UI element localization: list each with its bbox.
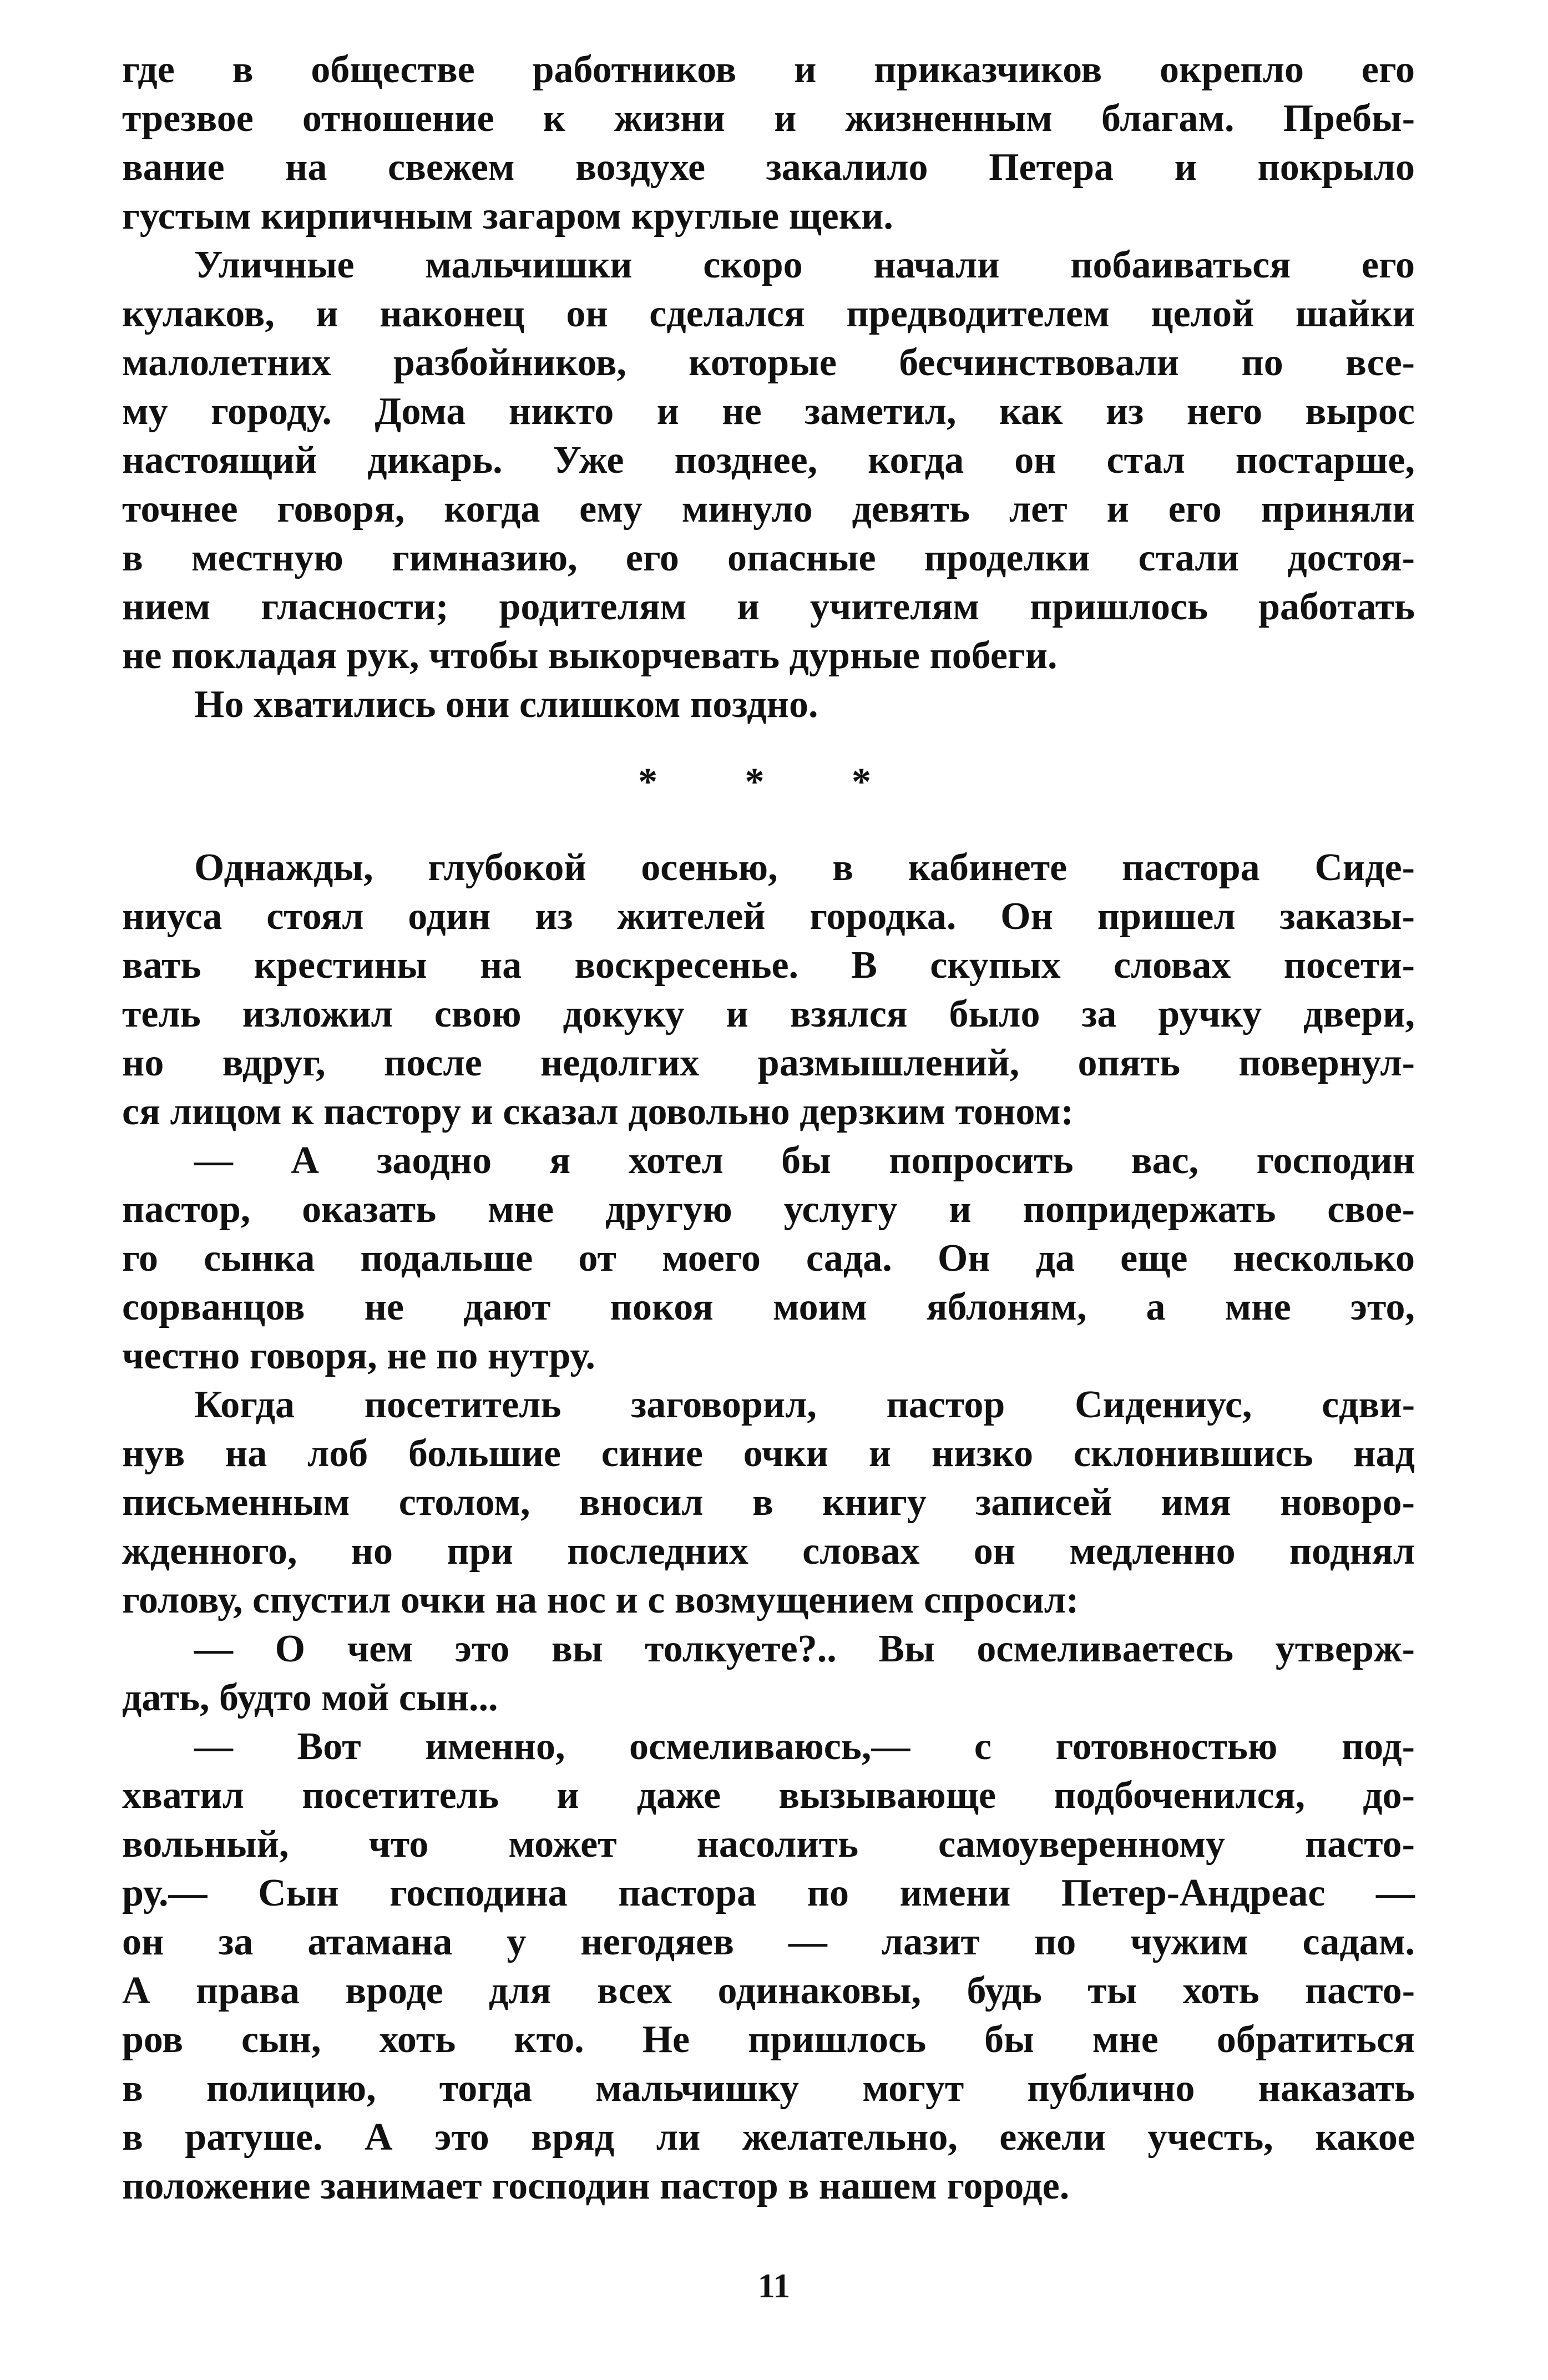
- text-line: — А заодно я хотел бы попросить вас, господин: [194, 1139, 1415, 1182]
- text-line: нием гласности; родителям и учителям пришлось работать: [122, 585, 1415, 628]
- text-line: му городу. Дома никто и не заметил, как из него вырос: [122, 390, 1415, 433]
- text-line: в полицию, тогда мальчишку могут публично наказать: [122, 2067, 1415, 2110]
- text-line: но вдруг, после недолгих размышлений, опять повернул-: [122, 1042, 1415, 1084]
- text-line: ниуса стоял один из жителей городка. Он пришел заказы-: [122, 895, 1415, 938]
- text-line: кулаков, и наконец он сделался предводителем целой шайки: [122, 292, 1415, 335]
- text-line: ся лицом к пастору и сказал довольно дерзким тоном:: [122, 1090, 1074, 1133]
- text-line: письменным столом, вносил в книгу записей имя новоро-: [122, 1481, 1415, 1524]
- text-line: точнее говоря, когда ему минуло девять лет и его приняли: [122, 488, 1415, 530]
- text-line: положение занимает господин пастор в нашем городе.: [122, 2165, 1070, 2207]
- page-number: 11: [757, 2267, 791, 2305]
- text-line: Когда посетитель заговорил, пастор Сидениус, сдви-: [194, 1383, 1415, 1426]
- text-line: пастор, оказать мне другую услугу и попридержать свое-: [122, 1188, 1415, 1231]
- text-line: он за атамана у негодяев — лазит по чужим садам.: [122, 1921, 1415, 1963]
- text-line: в местную гимназию, его опасные проделки стали достоя-: [122, 537, 1415, 579]
- text-line: А права вроде для всех одинаковы, будь ты хоть пасто-: [122, 1969, 1415, 2012]
- text-line: вание на свежем воздухе закалило Петера и покрыло: [122, 146, 1415, 189]
- text-line: не покладая рук, чтобы выкорчевать дурные побеги.: [122, 634, 1058, 677]
- text-line: Но хватились они слишком поздно.: [194, 683, 818, 726]
- text-line: малолетних разбойников, которые бесчинствовали по все-: [122, 341, 1415, 384]
- text-block-bottom: [122, 843, 1415, 2211]
- text-line: густым кирпичным загаром круглые щеки.: [122, 195, 893, 238]
- text-line: вать крестины на воскресенье. В скупых словах посети-: [122, 944, 1415, 987]
- text-line: нув на лоб большие синие очки и низко склонившись над: [122, 1432, 1415, 1475]
- section-separator: * * *: [638, 761, 910, 804]
- text-line: — О чем это вы толкуете?.. Вы осмеливаетесь утверж-: [194, 1628, 1415, 1670]
- text-line: честно говоря, не по нутру.: [122, 1335, 595, 1377]
- text-line: — Вот именно, осмеливаюсь,— с готовностью под-: [194, 1725, 1415, 1768]
- text-line: настоящий дикарь. Уже позднее, когда он стал постарше,: [122, 439, 1415, 482]
- text-block-top: [122, 46, 1415, 729]
- text-line: Однажды, глубокой осенью, в кабинете пастора Сиде-: [194, 846, 1415, 889]
- text-line: сорванцов не дают покоя моим яблоням, а мне это,: [122, 1286, 1415, 1328]
- text-line: Уличные мальчишки скоро начали побаиваться его: [194, 244, 1415, 286]
- text-line: ров сын, хоть кто. Не пришлось бы мне обратиться: [122, 2018, 1415, 2061]
- text-line: хватил посетитель и даже вызывающе подбоченился, до-: [122, 1774, 1415, 1817]
- text-line: голову, спустил очки на нос и с возмущением спросил:: [122, 1579, 1079, 1621]
- text-line: вольный, что может насолить самоуверенному пасто-: [122, 1823, 1415, 1866]
- text-line: тель изложил свою докуку и взялся было за ручку двери,: [122, 993, 1415, 1035]
- text-line: ру.— Сын господина пастора по имени Петер-Андреас —: [122, 1872, 1415, 1914]
- text-line: в ратуше. А это вряд ли желательно, ежели учесть, какое: [122, 2116, 1415, 2159]
- text-line: дать, будто мой сын...: [122, 1676, 498, 1719]
- text-line: го сынка подальше от моего сада. Он да еще несколько: [122, 1237, 1415, 1280]
- text-line: жденного, но при последних словах он медленно поднял: [122, 1530, 1415, 1573]
- text-line: трезвое отношение к жизни и жизненным благам. Пребы-: [122, 97, 1415, 140]
- text-line: где в обществе работников и приказчиков окрепло его: [122, 48, 1415, 91]
